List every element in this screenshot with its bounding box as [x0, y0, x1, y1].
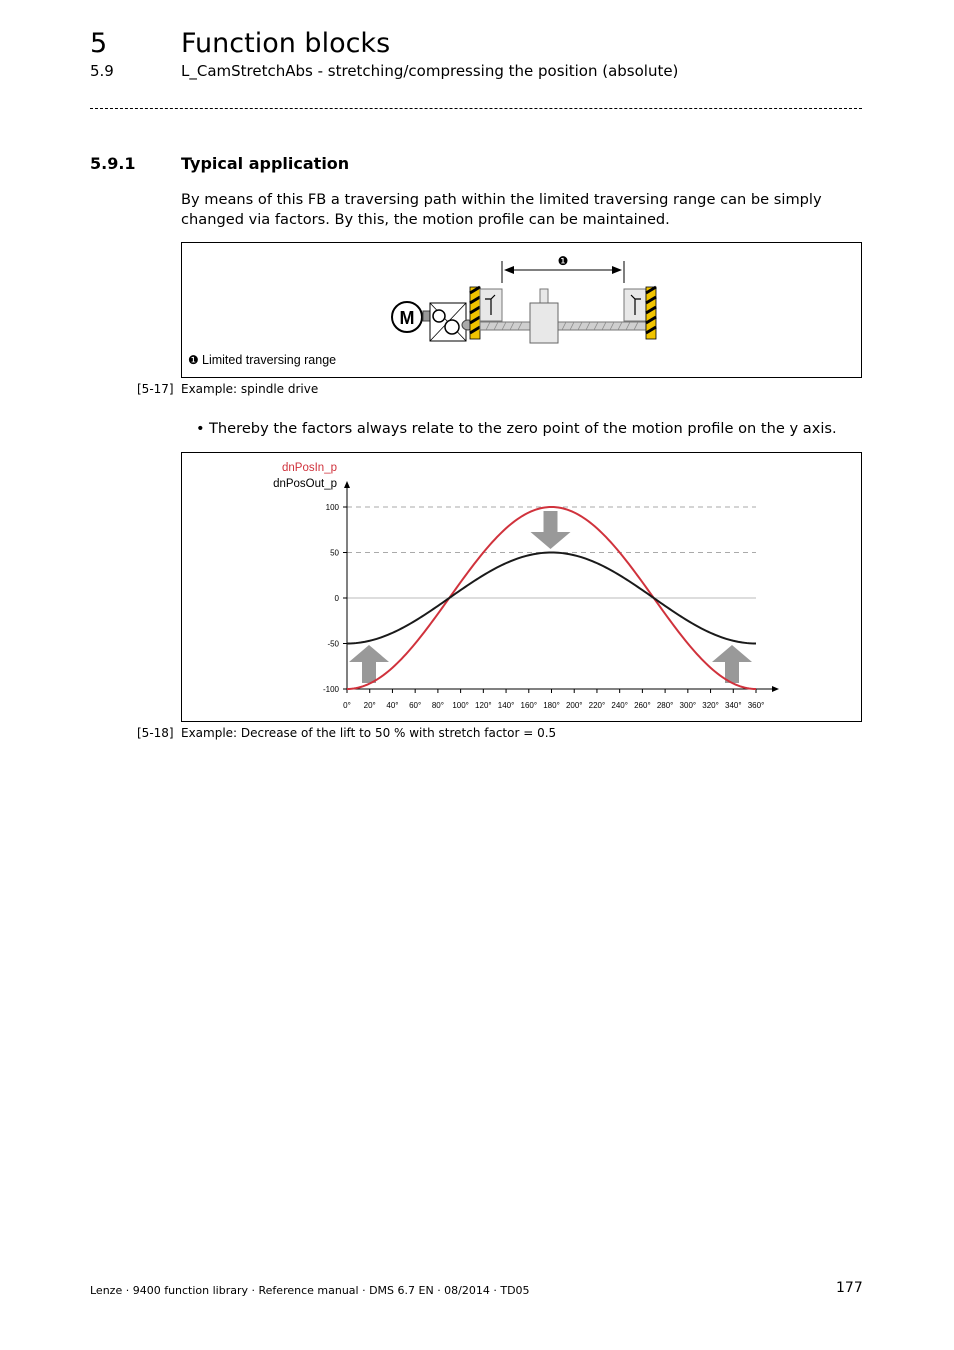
motor-label: M — [399, 308, 415, 328]
section-number: 5.9 — [90, 62, 114, 80]
x-tick-label: 360° — [747, 701, 765, 710]
arrow-up-icon-right — [712, 645, 752, 683]
chapter-number: 5 — [90, 28, 108, 59]
y-axis-arrow — [344, 481, 350, 488]
header-divider — [90, 108, 862, 109]
carriage-block — [530, 303, 558, 343]
figure1-caption-text: Example: spindle drive — [181, 382, 319, 396]
x-tick-label: 120° — [475, 701, 492, 710]
legend-text: Limited traversing range — [202, 353, 337, 367]
x-tick-label: 280° — [656, 701, 674, 710]
x-tick-label: 320° — [702, 701, 719, 710]
x-axis-arrow — [772, 686, 779, 692]
y-tick-label: 100 — [325, 503, 339, 512]
range-arrow-head-right — [612, 266, 622, 274]
bullet-symbol: • — [196, 420, 205, 437]
figure2-caption-text: Example: Decrease of the lift to 50 % with stretch factor = 0.5 — [181, 726, 557, 740]
x-tick-label: 20° — [363, 701, 376, 710]
range-marker: ❶ — [557, 254, 569, 268]
gear-icon — [433, 310, 445, 322]
footer-text: Lenze · 9400 function library · Reference manual · DMS 6.7 EN · 08/2014 · TD05 — [90, 1284, 530, 1297]
arrow-up-icon-left — [349, 645, 389, 683]
x-tick-label: 80° — [431, 701, 444, 710]
x-tick-label: 220° — [588, 701, 606, 710]
y-tick-label: -50 — [327, 639, 339, 649]
right-end-stop — [646, 287, 656, 339]
x-tick-label: 40° — [386, 701, 399, 710]
figure2-caption-number: [5-18] — [137, 726, 174, 740]
gear-icon-2 — [445, 320, 459, 334]
arrow-down-icon — [531, 511, 571, 549]
motion-profile-chart — [182, 453, 861, 721]
x-tick-label: 340° — [725, 701, 742, 710]
y-tick-label: 0 — [334, 594, 339, 603]
carriage-pin — [540, 289, 548, 303]
figure-spindle-drive — [181, 242, 862, 378]
range-arrow-head-left — [504, 266, 514, 274]
bullet-text: Thereby the factors always relate to the zero point of the motion profile on the y axis. — [209, 420, 837, 437]
page-number: 177 — [836, 1280, 863, 1296]
y-tick-label: 50 — [330, 548, 339, 558]
section-title: L_CamStretchAbs - stretching/compressing the position (absolute) — [181, 62, 679, 80]
x-tick-label: 200° — [565, 701, 583, 710]
x-tick-label: 260° — [634, 701, 651, 710]
figure1-caption-number: [5-17] — [137, 382, 174, 396]
subsection-number: 5.9.1 — [90, 154, 136, 173]
figure-motion-profile — [181, 452, 862, 722]
spindle-drive-diagram — [182, 243, 861, 377]
x-tick-label: 300° — [679, 701, 697, 710]
series-label: dnPosIn_p — [282, 462, 337, 474]
x-tick-label: 0° — [343, 701, 351, 710]
x-tick-label: 100° — [452, 701, 469, 710]
subsection-title: Typical application — [181, 154, 350, 173]
y-tick-label: -100 — [322, 685, 339, 694]
x-tick-label: 140° — [497, 701, 515, 710]
legend-marker: ❶ — [188, 353, 199, 367]
x-tick-label: 180° — [543, 701, 560, 710]
series-label: dnPosOut_p — [273, 478, 337, 490]
chapter-title: Function blocks — [181, 28, 391, 59]
x-tick-label: 160° — [520, 701, 538, 710]
x-tick-label: 240° — [611, 701, 628, 710]
intro-paragraph: By means of this FB a traversing path within the limited traversing range can be simply changed via factors. By this, the motion profile can be maintained. — [181, 191, 822, 228]
left-end-stop — [470, 287, 480, 339]
x-tick-label: 60° — [409, 701, 422, 710]
